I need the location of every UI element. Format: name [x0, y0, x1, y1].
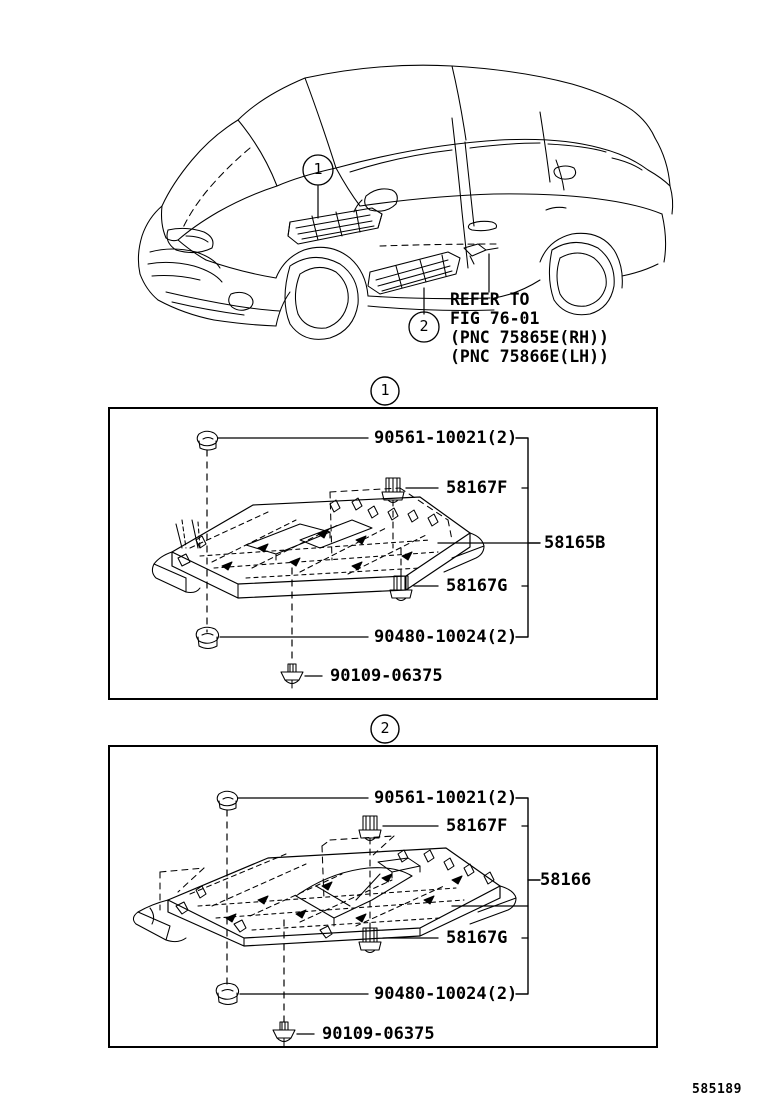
section-2-part-90480: 90480-10024(2): [374, 984, 518, 1004]
refer-note-line-2: FIG 76-01: [450, 309, 540, 328]
refer-note-line-3: (PNC 75865E(RH)): [450, 328, 609, 347]
section-1-marker-label: 1: [380, 381, 390, 399]
section-1-main-part: 58165B: [544, 533, 606, 553]
refer-note-line-1: REFER TO: [450, 290, 530, 309]
section-1-part-58167f: 58167F: [446, 478, 508, 498]
section-2-part-90109: 90109-06375: [322, 1024, 435, 1044]
section-2-part-90561: 90561-10021(2): [374, 788, 518, 808]
section-1-part-90561: 90561-10021(2): [374, 428, 518, 448]
vehicle-callout-2: 2: [419, 317, 429, 335]
section-2-marker-label: 2: [380, 719, 390, 737]
section-2-main-part: 58166: [540, 870, 592, 890]
section-2-part-58167g: 58167G: [446, 928, 508, 948]
section-1-part-90109: 90109-06375: [330, 666, 443, 686]
refer-note-line-4: (PNC 75866E(LH)): [450, 347, 609, 366]
vehicle-callout-1: 1: [313, 160, 323, 178]
section-1-part-58167g: 58167G: [446, 576, 508, 596]
section-1-part-90480: 90480-10024(2): [374, 627, 518, 647]
section-2-part-58167f: 58167F: [446, 816, 508, 836]
sheet-number: 585189: [692, 1082, 742, 1097]
